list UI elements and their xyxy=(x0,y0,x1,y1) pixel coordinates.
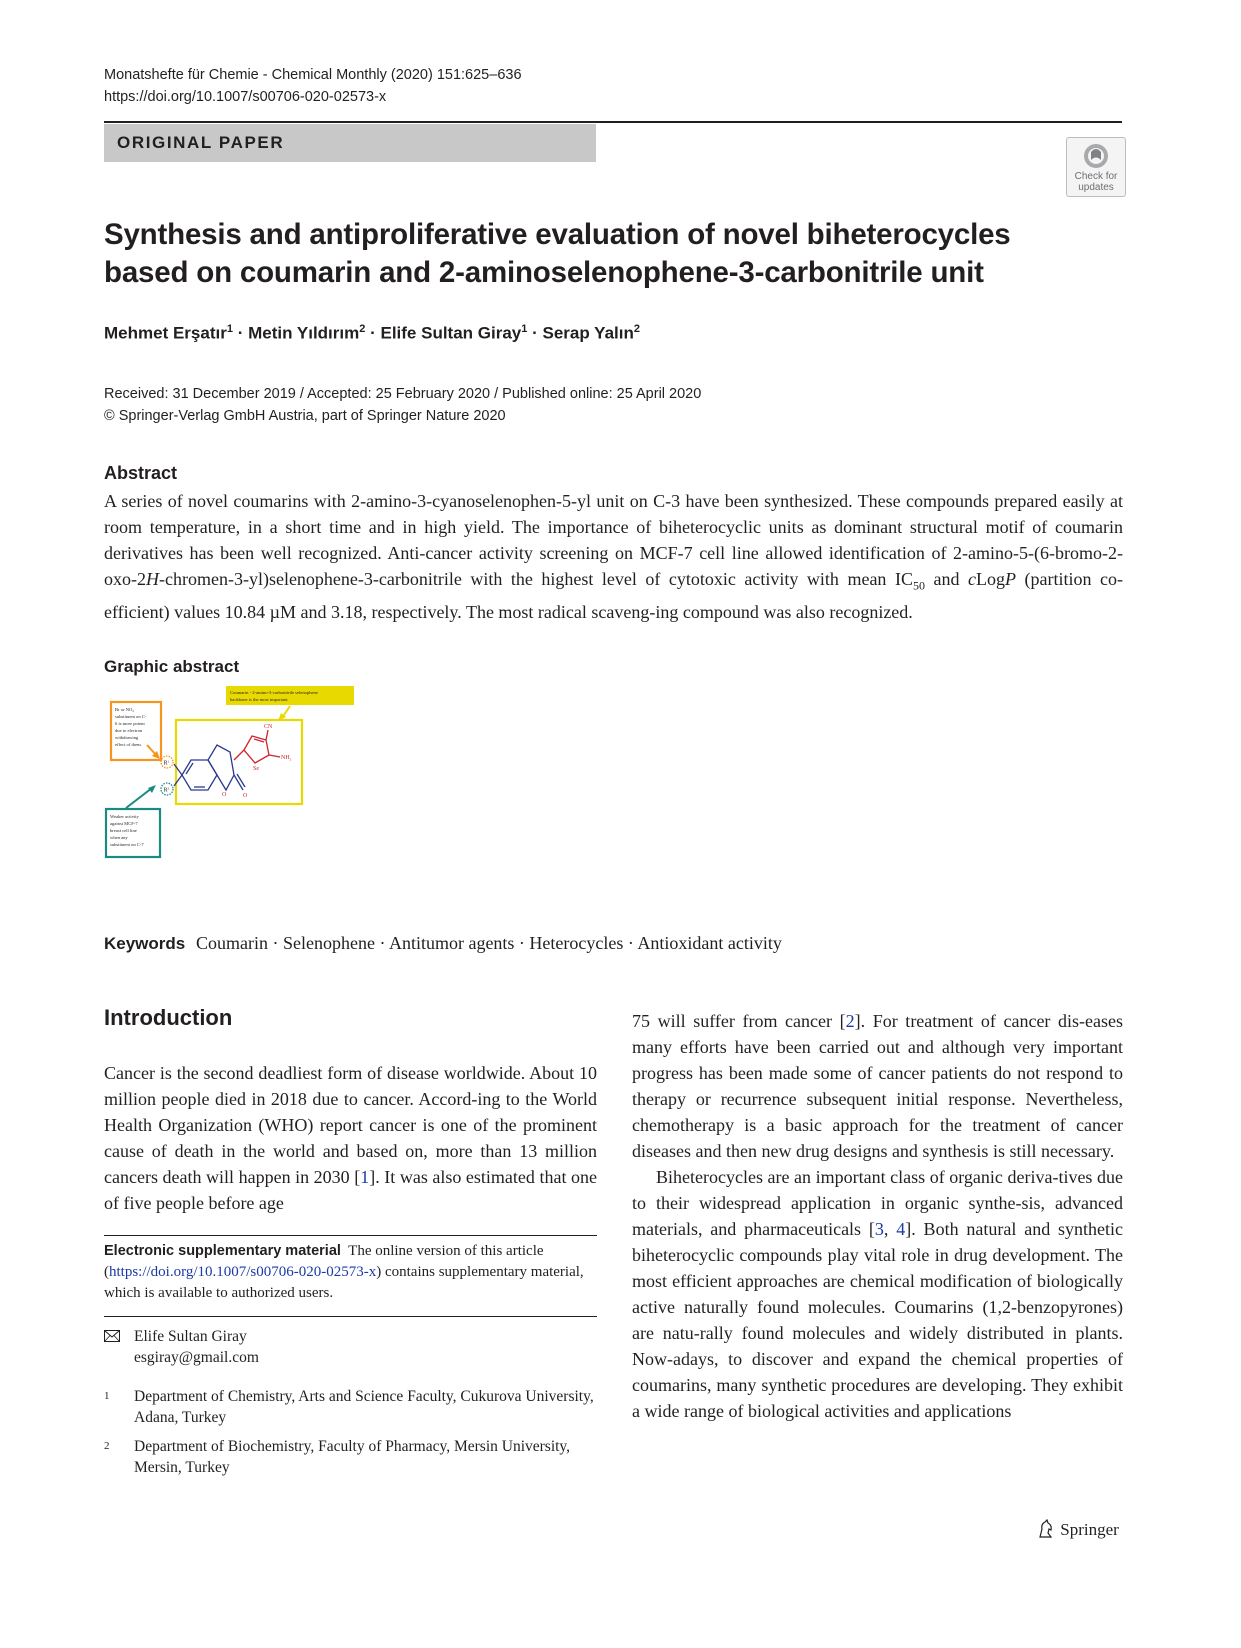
author-affiliation-mark: 1 xyxy=(521,323,528,335)
intro-right-column xyxy=(632,1008,1123,1424)
journal-header xyxy=(104,64,522,108)
svg-text:6 is more potent: 6 is more potent xyxy=(115,721,145,726)
supplementary-note: Electronic supplementary material The online version of this article (https://doi.org/10.1007/s00706-020-02573-x) contains supplementary material, which is available to authorized users. xyxy=(104,1243,584,1301)
svg-text:when any: when any xyxy=(110,835,128,840)
keywords-heading: Keywords xyxy=(104,934,186,953)
article-type-label: ORIGINAL PAPER xyxy=(117,133,285,152)
keywords-list: Coumarin · Selenophene · Antitumor agents · Heterocycles · Antioxidant activity xyxy=(196,933,782,953)
author-name[interactable]: Serap Yalın xyxy=(542,323,634,343)
graphic-abstract-heading: Graphic abstract xyxy=(104,657,240,676)
title-line: based on coumarin and 2-aminoselenophene-3-carbonitrile unit xyxy=(104,256,984,289)
header-rule xyxy=(104,121,1122,123)
author-affiliation-mark: 1 xyxy=(226,323,233,335)
abstract-text: A series of novel coumarins with 2-amino-3-cyanoselenophen-5-yl unit on C-3 have been synthesized. These compounds prepared easily at room temperature, in a short time and in high yield. The importance of biheterocyclic units as dominant structural motif of coumarin derivatives has been well recognized. Anti-cancer activity screening on MCF-7 cell line allowed identification of 2-amino-5-(6-bromo-2-oxo-2H-chromen-3-yl)selenophene-3-carbonitrile with the highest level of cytotoxic activity with mean $IC_{50}$ and cLogP (partition co-efficient) values 10.84 µM and 3.18, respectively. The most radical scaveng-ing compound was also recognized. xyxy=(104,491,1123,622)
supplementary-doi-link[interactable]: https://doi.org/10.1007/s00706-020-02573-x xyxy=(109,1264,377,1280)
doi-link[interactable]: https://doi.org/10.1007/s00706-020-02573-x xyxy=(104,89,387,105)
publication-dates xyxy=(104,383,701,427)
reference-link[interactable]: 3 xyxy=(874,1219,884,1239)
svg-text:Coumarin - 2-amino-3-carbonitr: Coumarin - 2-amino-3-carbonitrile selenophene xyxy=(230,690,318,695)
footnote-rule xyxy=(104,1316,597,1317)
affiliation-mark: 2 xyxy=(104,1440,110,1452)
note-box-yellow xyxy=(226,686,354,705)
svg-text:backbone is the most important: backbone is the most important xyxy=(230,697,288,702)
reference-link[interactable]: 4 xyxy=(896,1219,906,1239)
author-name[interactable]: Mehmet Erşatır xyxy=(104,323,227,343)
affiliation-1: Department of Chemistry, Arts and Science Faculty, Cukurova University, Adana, Turkey xyxy=(134,1388,594,1426)
springer-horse-icon xyxy=(1036,1519,1056,1539)
svg-text:Br or NO2: Br or $NO_2$ xyxy=(115,707,134,713)
svg-text:R1: $R^1$ xyxy=(163,759,170,767)
svg-text:O: O xyxy=(222,792,227,798)
intro-left-column xyxy=(104,1060,597,1216)
check-updates-line2: updates xyxy=(1078,182,1114,193)
journal-citation: Monatshefte für Chemie - Chemical Monthly (2020) 151:625–636 xyxy=(104,67,522,83)
article-title xyxy=(104,216,1084,292)
introduction-heading: Introduction xyxy=(104,1005,233,1030)
reference-link[interactable]: 1 xyxy=(360,1167,370,1187)
corresponding-email[interactable]: esgiray@gmail.com xyxy=(134,1349,259,1366)
svg-text:O: O xyxy=(243,793,248,799)
corresponding-author: Elife Sultan Giray xyxy=(134,1328,247,1345)
check-for-updates-badge[interactable] xyxy=(1066,137,1126,197)
publisher-logo xyxy=(1036,1519,1119,1540)
svg-text:withdrawing: withdrawing xyxy=(115,735,139,740)
publisher-name: Springer xyxy=(1060,1520,1119,1539)
svg-text:substituent on C-7: substituent on C-7 xyxy=(110,842,144,847)
structure-frame xyxy=(176,720,302,804)
check-updates-line1: Check for xyxy=(1074,171,1118,182)
title-line: Synthesis and antiproliferative evaluation of novel biheterocycles xyxy=(104,218,1011,251)
author-affiliation-mark: 2 xyxy=(633,323,640,335)
svg-text:due to electron: due to electron xyxy=(115,728,143,733)
paragraph: Cancer is the second deadliest form of disease worldwide. About 10 million people died in 2018 due to cancer. Accord-ing to the World Health Organization (WHO) report cancer is one of the prominent cause of death in the world and based on, more than 13 million cancers death will happen in 2030 [1]. It was also estimated that one of five people before age xyxy=(104,1063,597,1213)
author-list: Mehmet Erşatır$^1$ · Metin Yıldırım$^2$ · Elife Sultan Giray$^1$ · Serap Yalın$^2$ xyxy=(104,323,640,343)
paragraph: Biheterocycles are an important class of organic deriva-tives due to their widespread application in organic synthe-sis, advanced materials, and pharmaceuticals [3, 4]. Both natural and synthetic biheterocyclic compounds play vital role in drug development. The most efficient approaches are chemical modification of biologically active naturally found molecules. Coumarins (1,2-benzopyrones) are natu-rally found molecules and widely distributed in plants. Now-adays, to discover and expand the chemical properties of coumarins, many synthetic procedures are developing. They exhibit a wide range of biological activities and applications xyxy=(632,1167,1124,1421)
graphic-abstract-figure xyxy=(104,690,364,880)
affiliation-mark: 1 xyxy=(104,1390,110,1402)
selenophene-structure xyxy=(234,730,280,763)
svg-text:R2: $R^2$ xyxy=(163,786,170,794)
author-name[interactable]: Metin Yıldırım xyxy=(248,323,360,343)
svg-text:substituent on C-: substituent on C- xyxy=(115,714,147,719)
coumarin-structure xyxy=(174,745,245,790)
footnote-rule xyxy=(104,1235,597,1236)
svg-text:NH2: $NH_2$ xyxy=(281,755,292,762)
reference-link[interactable]: 2 xyxy=(845,1011,855,1031)
check-updates-icon xyxy=(1082,142,1110,170)
abstract-heading: Abstract xyxy=(104,463,178,483)
paragraph: 75 will suffer from cancer [2]. For treatment of cancer dis-eases many efforts have been carried out and although very important progress has been made some of cancer patients do not respond to therapy or recurrence subsequent initial response. Nevertheless, chemotherapy is a basic approach for the treatment of cancer diseases and then new drug designs and synthesis is still necessary. xyxy=(632,1011,1124,1161)
dates-line: Received: 31 December 2019 / Accepted: 25 February 2020 / Published online: 25 April 2020 xyxy=(104,386,702,402)
svg-text:breast cell line: breast cell line xyxy=(110,828,137,833)
envelope-icon xyxy=(104,1330,120,1342)
copyright-line: © Springer-Verlag GmbH Austria, part of Springer Nature 2020 xyxy=(104,408,506,424)
svg-text:Weaker activity: Weaker activity xyxy=(110,814,139,819)
affiliation-2: Department of Biochemistry, Faculty of Pharmacy, Mersin University, Mersin, Turkey xyxy=(134,1438,571,1476)
svg-text:CN: CN xyxy=(264,724,273,730)
author-affiliation-mark: 2 xyxy=(359,323,366,335)
svg-text:effect of them.: effect of them. xyxy=(115,742,142,747)
svg-text:Se: Se xyxy=(253,766,259,772)
svg-text:against MCF-7: against MCF-7 xyxy=(110,821,138,826)
author-name[interactable]: Elife Sultan Giray xyxy=(380,323,522,343)
